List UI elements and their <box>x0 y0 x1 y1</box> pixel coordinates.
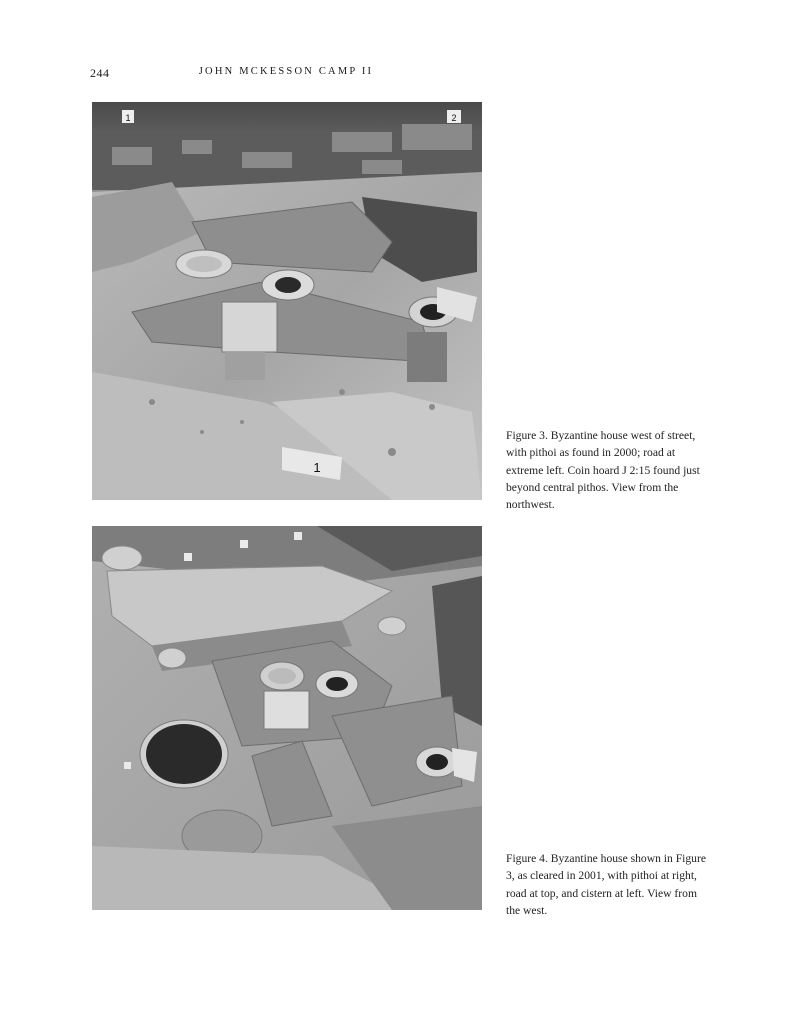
figure-4-caption: Figure 4. Byzantine house shown in Figure 3, as cleared in 2001, with pithoi at right, road at top, and cistern at left. View from the west. <box>506 852 706 917</box>
figure-4-photo <box>92 526 482 910</box>
excavation-photo-pithoi-2000 <box>92 102 482 500</box>
pithos-upper <box>260 662 304 690</box>
excavation-photo-cleared-2001 <box>92 526 482 910</box>
figure-3-caption: Figure 3. Byzantine house west of street, with pithoi as found in 2000; road at extreme left. Coin hoard J 2:15 found just beyond central pithos. View from the northwest. <box>506 429 700 512</box>
scale-marker-2 <box>447 110 461 123</box>
running-head: JOHN MCKESSON CAMP II <box>198 66 374 77</box>
pithos-left <box>176 250 232 278</box>
svg-text:1: 1 <box>125 113 131 123</box>
pithos-central <box>262 270 314 300</box>
pithos-central <box>316 670 358 698</box>
figure-3-photo <box>92 102 482 500</box>
pithos-right <box>416 747 458 777</box>
svg-text:1: 1 <box>313 460 321 475</box>
page-number: 244 <box>90 66 110 80</box>
scale-marker-1 <box>122 110 134 123</box>
svg-text:2: 2 <box>451 113 457 123</box>
cistern <box>140 720 228 788</box>
